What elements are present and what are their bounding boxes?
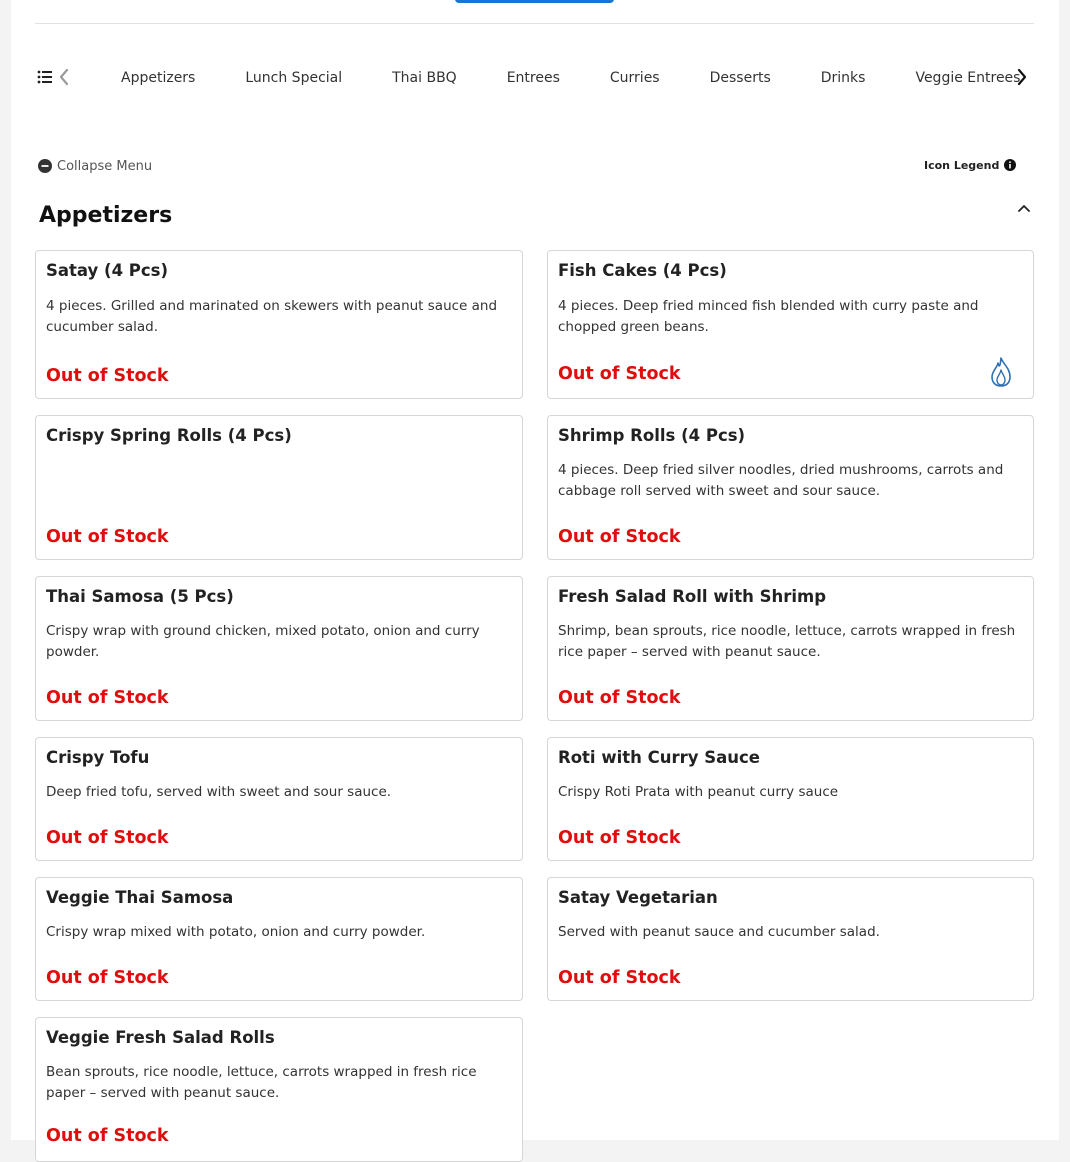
collapse-menu-label: Collapse Menu	[57, 158, 153, 174]
item-description: Crispy wrap with ground chicken, mixed potato, onion and curry powder.	[46, 623, 480, 660]
section-title: Appetizers	[39, 203, 173, 228]
menu-item-card[interactable]	[547, 576, 1034, 721]
menu-item-card[interactable]	[35, 576, 523, 721]
tab-drinks[interactable]: Drinks	[820, 70, 866, 86]
chevron-right-icon[interactable]	[1015, 68, 1029, 86]
category-tabs	[121, 56, 1021, 100]
stock-status: Out of Stock	[46, 968, 169, 988]
stock-status: Out of Stock	[46, 527, 169, 547]
item-name: Fish Cakes (4 Pcs)	[558, 261, 727, 280]
menu-item-card[interactable]	[547, 877, 1034, 1001]
item-name: Satay (4 Pcs)	[46, 261, 169, 280]
item-description: 4 pieces. Grilled and marinated on skewers with peanut sauce and cucumber salad.	[46, 298, 498, 335]
menu-item-card[interactable]	[35, 1017, 523, 1162]
menu-item-card[interactable]	[35, 250, 523, 399]
item-description: Crispy wrap mixed with potato, onion and curry powder.	[46, 924, 426, 940]
info-icon	[1004, 159, 1016, 171]
stock-status: Out of Stock	[558, 364, 681, 384]
stock-status: Out of Stock	[46, 688, 169, 708]
stock-status: Out of Stock	[46, 366, 169, 386]
spicy-flame-icon	[988, 356, 1014, 388]
item-description: 4 pieces. Deep fried silver noodles, dried mushrooms, carrots and cabbage roll served with sweet and sour sauce.	[558, 462, 1004, 499]
menu-item-card[interactable]	[35, 415, 523, 560]
item-name: Veggie Thai Samosa	[46, 888, 234, 907]
stock-status: Out of Stock	[46, 828, 169, 848]
tab-entrees[interactable]: Entrees	[506, 70, 560, 86]
item-name: Satay Vegetarian	[558, 888, 718, 907]
tab-curries[interactable]: Curries	[609, 70, 660, 86]
stock-status: Out of Stock	[558, 828, 681, 848]
stock-status: Out of Stock	[558, 688, 681, 708]
item-description: Served with peanut sauce and cucumber salad.	[558, 924, 880, 940]
item-name: Crispy Tofu	[46, 748, 150, 767]
item-name: Fresh Salad Roll with Shrimp	[558, 587, 827, 606]
menu-item-card[interactable]	[547, 737, 1034, 861]
item-description: Bean sprouts, rice noodle, lettuce, carrots wrapped in fresh rice paper – served with peanut sauce.	[46, 1064, 477, 1101]
divider	[35, 23, 1034, 24]
menu-item-card[interactable]	[547, 250, 1034, 399]
top-action-button[interactable]	[455, 0, 614, 3]
menu-page	[11, 0, 1059, 1146]
minus-circle-icon	[38, 159, 52, 173]
tab-veggie-entrees[interactable]: Veggie Entrees	[915, 70, 1021, 86]
menu-item-card[interactable]	[35, 737, 523, 861]
collapse-menu-button[interactable]	[38, 157, 152, 175]
item-name: Shrimp Rolls (4 Pcs)	[558, 426, 746, 445]
menu-item-card[interactable]	[35, 877, 523, 1001]
item-description: Deep fried tofu, served with sweet and sour sauce.	[46, 784, 392, 800]
stock-status: Out of Stock	[558, 968, 681, 988]
item-description: 4 pieces. Deep fried minced fish blended with curry paste and chopped green beans.	[558, 298, 979, 335]
menu-item-card[interactable]	[547, 415, 1034, 560]
stock-status: Out of Stock	[558, 527, 681, 547]
tab-lunch-special[interactable]: Lunch Special	[245, 70, 343, 86]
tab-thai-bbq[interactable]: Thai BBQ	[392, 70, 457, 86]
stock-status: Out of Stock	[46, 1126, 169, 1146]
chevron-up-icon[interactable]	[1016, 200, 1032, 216]
item-name: Roti with Curry Sauce	[558, 748, 760, 767]
category-nav	[35, 56, 1035, 100]
icon-legend-button[interactable]	[924, 157, 1016, 173]
item-name: Thai Samosa (5 Pcs)	[46, 587, 234, 606]
item-name: Crispy Spring Rolls (4 Pcs)	[46, 426, 292, 445]
item-name: Veggie Fresh Salad Rolls	[46, 1028, 275, 1047]
tab-desserts[interactable]: Desserts	[709, 70, 771, 86]
tab-appetizers[interactable]: Appetizers	[121, 70, 196, 86]
item-description: Crispy Roti Prata with peanut curry sauce	[558, 784, 839, 800]
list-icon[interactable]	[37, 69, 53, 85]
chevron-left-icon[interactable]	[57, 68, 71, 86]
item-description: Shrimp, bean sprouts, rice noodle, lettuce, carrots wrapped in fresh rice paper – served with peanut sauce.	[558, 623, 1016, 660]
icon-legend-label: Icon Legend	[924, 158, 1000, 172]
